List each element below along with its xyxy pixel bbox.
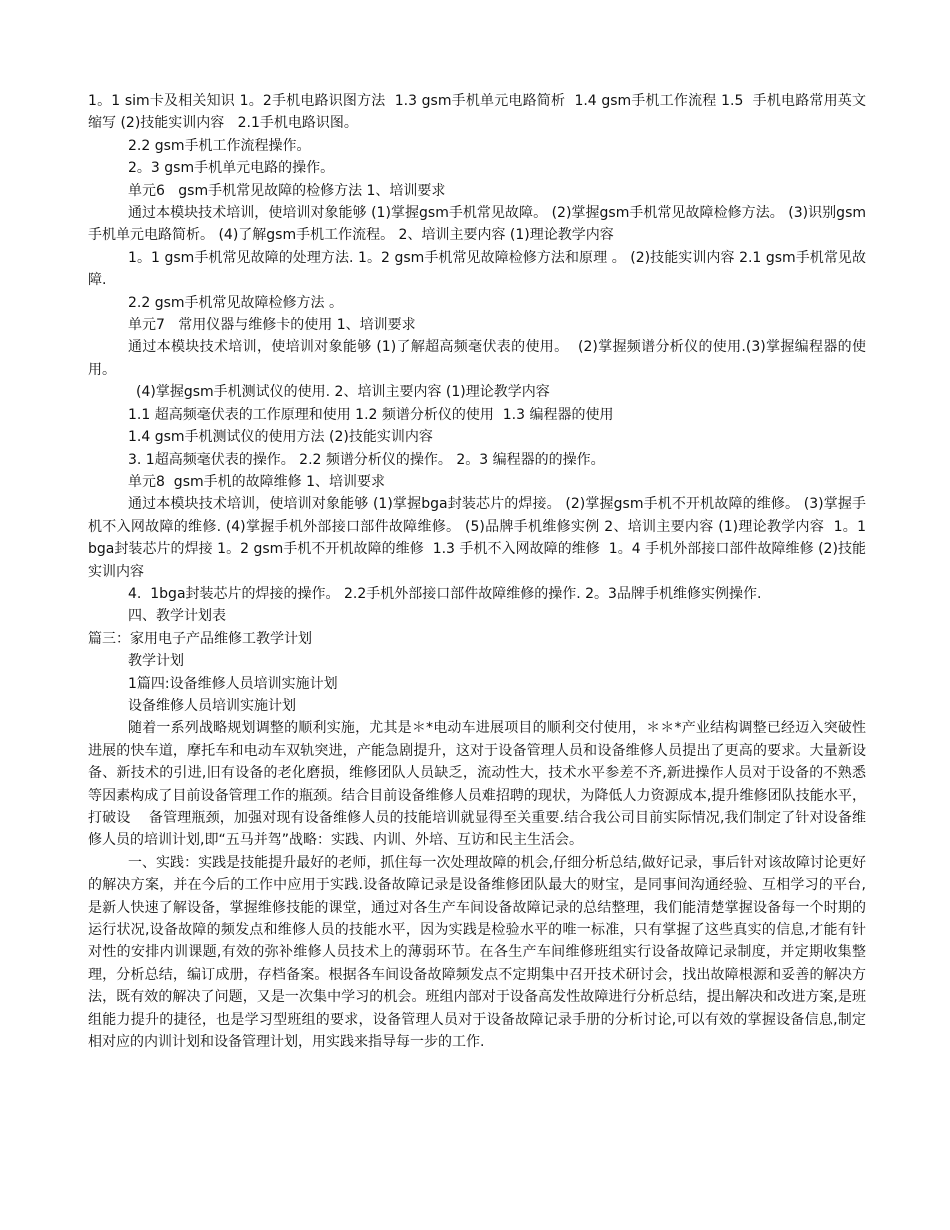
paragraph: 2.2 gsm手机工作流程操作。 xyxy=(128,137,311,154)
paragraph: 2.2 gsm手机常见故障检修方法 。 xyxy=(128,294,343,311)
article-heading: 篇三：家用电子产品维修工教学计划 xyxy=(88,630,312,647)
unit-heading: 单元8 gsm手机的故障维修 1、培训要求 xyxy=(128,473,385,490)
paragraph: 4. 1bga封装芯片的焊接的操作。 2.2手机外部接口部件故障维修的操作. 2。3品牌手机维修实例操作. xyxy=(128,585,762,602)
paragraph: 教学计划 xyxy=(128,653,184,670)
paragraph: 通过本模块技术培训，使培训对象能够 (1)掌握bga封装芯片的焊接。 (2)掌握gsm手机不开机故障的维修。 (3)掌握手机不入网故障的维修. (4)掌握手机外部接口部件故障维修。 (5)品牌手机维修实例 2、培训主要内容 (1)理论教学内容 1。1 bga封装芯片的焊接 1。2 gsm手机不开机故障的维修 1.3 手机不入网故障的维修 1。4 手机外部接口部件故障维修 (2)技能实训内容 xyxy=(88,496,871,580)
document-title: 设备维修人员培训实施计划 xyxy=(128,697,296,714)
paragraph: 1。1 gsm手机常见故障的处理方法. 1。2 gsm手机常见故障检修方法和原理 。 (2)技能实训内容 2.1 gsm手机常见故障. xyxy=(88,249,866,289)
paragraph: 1。1 sim卡及相关知识 1。2手机电路识图方法 1.3 gsm手机单元电路简析 1.4 gsm手机工作流程 1.5 手机电路常用英文缩写 (2)技能实训内容 2.1手机电路识图。 xyxy=(88,93,866,132)
article-heading: 1篇四:设备维修人员培训实施计划 xyxy=(128,675,338,692)
paragraph: 3. 1超高频毫伏表的操作。 2.2 频谱分析仪的操作。 2。3 编程器的的操作。 xyxy=(128,451,605,468)
paragraph: 2。3 gsm手机单元电路的操作。 xyxy=(128,160,335,177)
paragraph: 1.1 超高频毫伏表的工作原理和使用 1.2 频谱分析仪的使用 1.3 编程器的使用 xyxy=(128,406,614,423)
unit-heading: 单元6 gsm手机常见故障的检修方法 1、培训要求 xyxy=(128,182,446,199)
paragraph: 1.4 gsm手机测试仪的使用方法 (2)技能实训内容 xyxy=(128,429,433,446)
document-body xyxy=(88,90,871,1053)
paragraph: 一、实践：实践是技能提升最好的老师，抓住每一次处理故障的机会,仔细分析总结,做好记录，事后针对该故障讨论更好的解决方案，并在今后的工作中应用于实践.设备故障记录是设备维修团队最大的财宝，是同事间沟通经验、互相学习的平台,是新人快速了解设备，掌握维修技能的课堂，通过对各生产车间设备故障记录的总结整理，我们能清楚掌握设备每一个时期的运行状况,设备故障的频发点和维修人员的技能水平，因为实践是检验水平的唯一标准，只有掌握了这些真实的信息,才能有针对性的安排内训课题,有效的弥补维修人员技术上的薄弱环节。在各生产车间维修班组实行设备故障记录制度，并定期收集整理，分析总结，编订成册，存档备案。根据各车间设备故障频发点不定期集中召开技术研讨会，找出故障根源和妥善的解决方法，既有效的解决了问题，又是一次集中学习的机会。班组内部对于设备高发性故障进行分析总结，提出解决和改进方案,是班组能力提升的捷径，也是学习型班组的要求，设备管理人员对于设备故障记录手册的分析讨论,可以有效的掌握设备信息,制定相对应的内训计划和设备管理计划，用实践来指导每一步的工作. xyxy=(88,854,866,1051)
paragraph: 随着一系列战略规划调整的顺利实施，尤其是＊*电动车进展项目的顺利交付使用，＊＊*产业结构调整已经迈入突破性进展的快车道，摩托车和电动车双轨突进，产能急剧提升，这对于设备管理人员和设备维修人员提出了更高的要求。大量新设备、新技术的引进,旧有设备的老化磨损，维修团队人员缺乏，流动性大，技术水平参差不齐,新进操作人员对于设备的不熟悉等因素构成了目前设备管理工作的瓶颈。结合目前设备维修人员难招聘的现状，为降低人力资源成本,提升维修团队技能水平，打破设 备管理瓶颈，加强对现有设备维修人员的技能培训就显得至关重要.结合我公司目前实际情况,我们制定了针对设备维修人员的培训计划,即“五马并驾”战略：实践、内训、外培、互访和民主生活会。 xyxy=(88,720,866,849)
paragraph: (4)掌握gsm手机测试仪的使用. 2、培训主要内容 (1)理论教学内容 xyxy=(136,384,550,401)
unit-heading: 单元7 常用仪器与维修卡的使用 1、培训要求 xyxy=(128,317,416,334)
paragraph: 通过本模块技术培训，使培训对象能够 (1)掌握gsm手机常见故障。 (2)掌握gsm手机常见故障检修方法。 (3)识别gsm手机单元电路简析。 (4)了解gsm手机工作流程。 2、培训主要内容 (1)理论教学内容 xyxy=(88,205,866,244)
section-heading: 四、教学计划表 xyxy=(128,608,226,625)
paragraph: 通过本模块技术培训，使培训对象能够 (1)了解超高频毫伏表的使用。 (2)掌握频谱分析仪的使用.(3)掌握编程器的使用。 xyxy=(88,339,866,378)
